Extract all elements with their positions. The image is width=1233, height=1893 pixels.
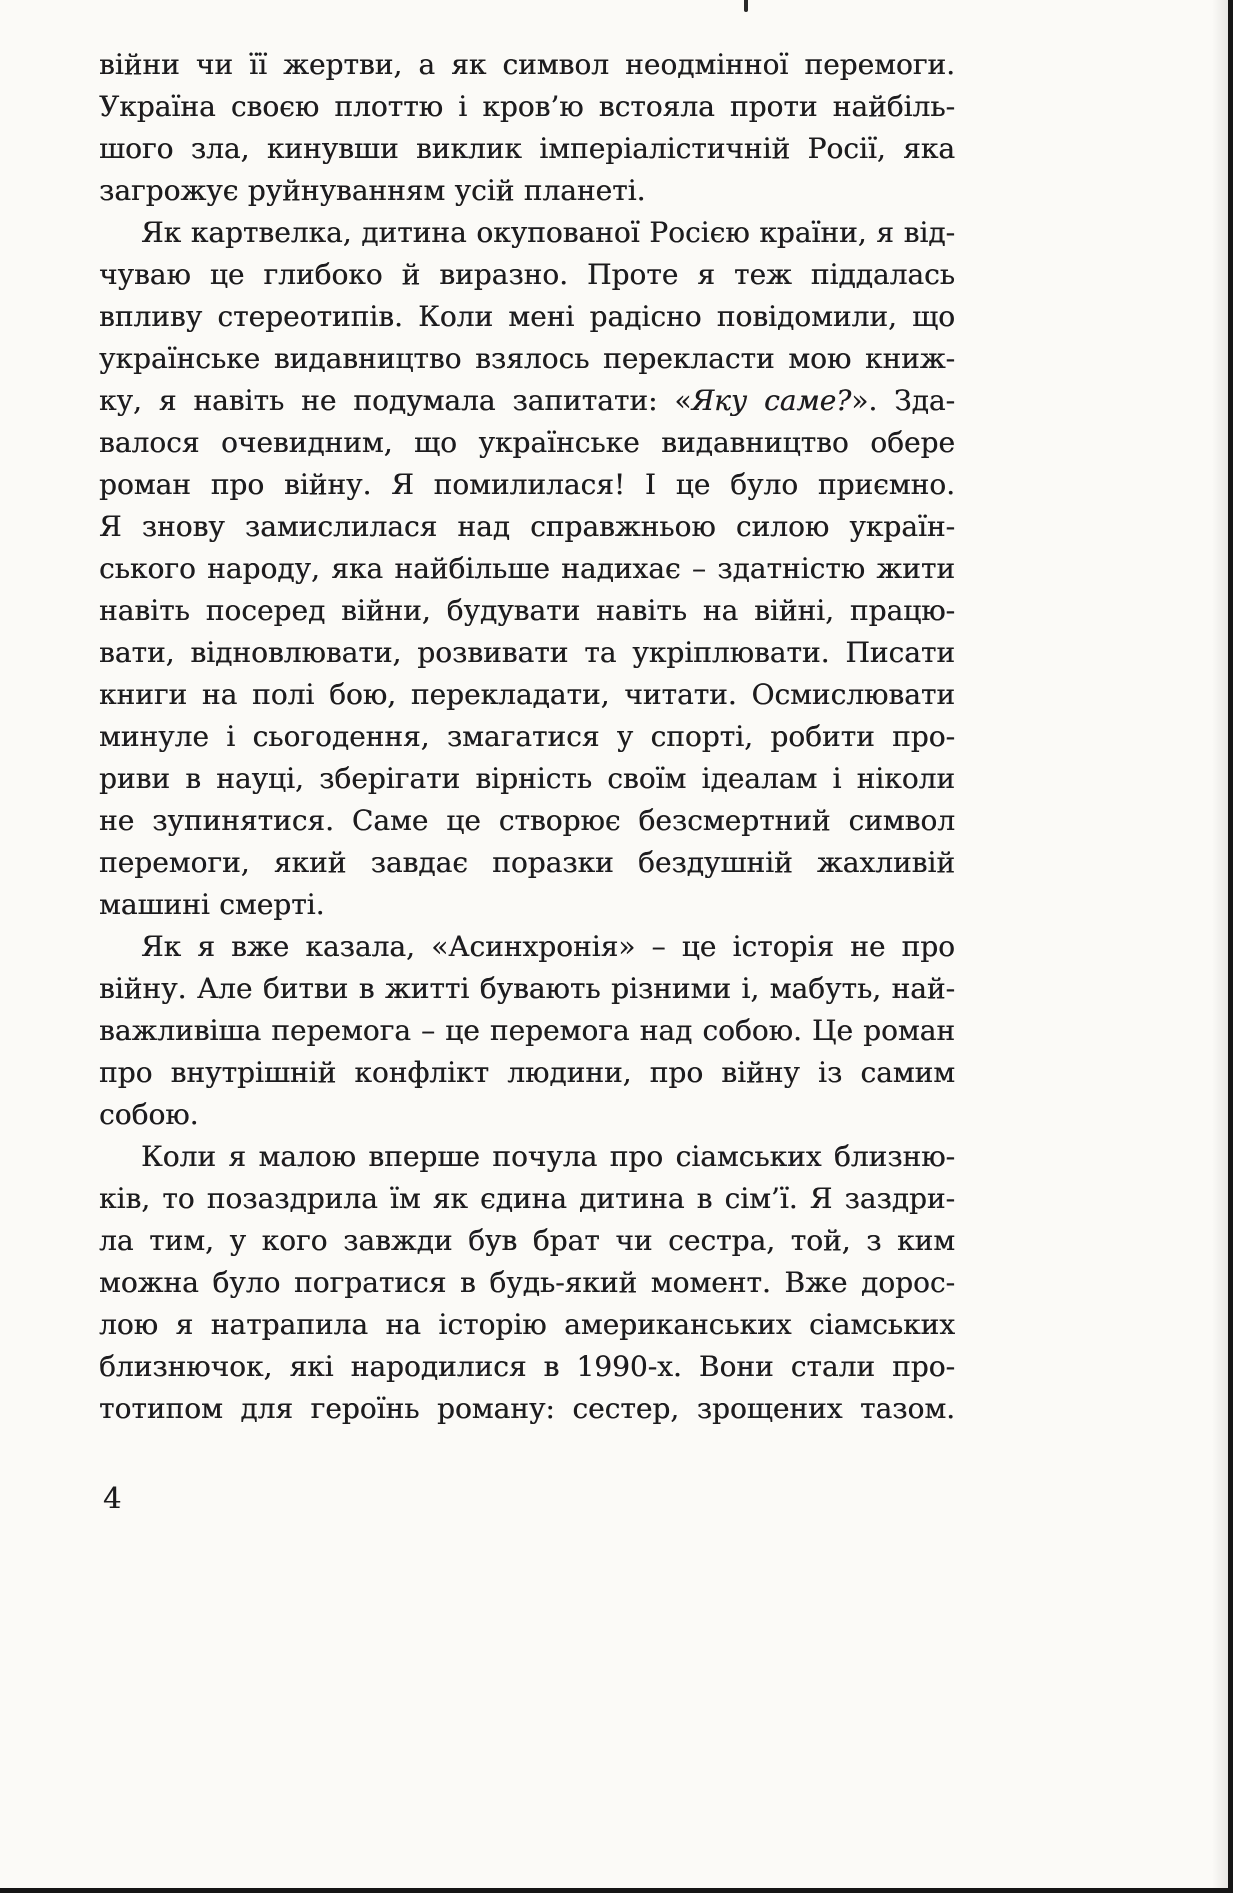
text-line: валося очевидним, що українське видавництво обере: [99, 426, 955, 459]
text-line: війни чи її жертви, а як символ неодмінної перемоги.: [99, 48, 955, 81]
page-number: 4: [103, 1481, 122, 1515]
text-line: Коли я малою вперше почула про сіамських близню-: [141, 1140, 955, 1173]
text-line: навіть посеред війни, будувати навіть на війні, працю-: [99, 594, 955, 627]
text-line: Україна своєю плоттю і кров’ю встояла проти найбіль-: [99, 90, 955, 123]
text-line: загрожує руйнуванням усій планеті.: [99, 174, 646, 207]
text-line: ків, то позаздрила їм як єдина дитина в сім’ї. Я заздри-: [99, 1182, 955, 1215]
text-line: тотипом для героїнь роману: сестер, зрощених тазом.: [99, 1392, 955, 1425]
page-text-block: [99, 44, 955, 1430]
text-line: українське видавництво взялось перекласти мою книж-: [99, 342, 955, 375]
text-line: ського народу, яка найбільше надихає – здатністю жити: [99, 552, 955, 585]
text-line: роман про війну. Я помилилася! І це було приємно.: [99, 468, 955, 501]
text-line: чуваю це глибоко й виразно. Проте я теж піддалась: [99, 258, 955, 291]
text-line: важливіша перемога – це перемога над собою. Це роман: [99, 1014, 955, 1047]
scan-shade-right: [1212, 0, 1228, 1893]
text-line: вати, відновлювати, розвивати та укріплювати. Писати: [99, 636, 955, 669]
text-line: перемоги, який завдає поразки бездушній жахливій: [99, 846, 955, 879]
text-line: машині смерті.: [99, 888, 325, 921]
scan-edge-bottom: [0, 1888, 1233, 1893]
text-line: ла тим, у кого завжди був брат чи сестра, той, з ким: [99, 1224, 955, 1257]
text-line: ку, я навіть не подумала запитати: «Яку саме?». Зда-: [99, 384, 955, 417]
scan-speck-top: [744, 0, 748, 12]
text-line: Я знову замислилася над справжньою силою україн-: [99, 510, 955, 543]
text-line: можна було погратися в будь-який момент. Вже дорос-: [99, 1266, 955, 1299]
text-line: шого зла, кинувши виклик імперіалістичній Росії, яка: [99, 132, 955, 165]
text-line: книги на полі бою, перекладати, читати. Осмислювати: [99, 678, 955, 711]
text-line: собою.: [99, 1098, 199, 1131]
text-line: не зупинятися. Саме це створює безсмертний символ: [99, 804, 955, 837]
text-line: впливу стереотипів. Коли мені радісно повідомили, що: [99, 300, 955, 333]
italic-text: Яку саме?: [691, 384, 852, 417]
text-line: близнючок, які народилися в 1990-х. Вони стали про-: [99, 1350, 955, 1383]
text-line: Як картвелка, дитина окупованої Росією країни, я від-: [141, 216, 955, 249]
text-line: Як я вже казала, «Асинхронія» – це історія не про: [141, 930, 955, 963]
text-line: риви в науці, зберігати вірність своїм ідеалам і ніколи: [99, 762, 955, 795]
text-line: лою я натрапила на історію американських сіамських: [99, 1308, 955, 1341]
text-line: про внутрішній конфлікт людини, про війну із самим: [99, 1056, 955, 1089]
text-line: війну. Але битви в житті бувають різними і, мабуть, най-: [99, 972, 955, 1005]
scan-edge-right: [1228, 0, 1233, 1893]
text-line: минуле і сьогодення, змагатися у спорті, робити про-: [99, 720, 955, 753]
